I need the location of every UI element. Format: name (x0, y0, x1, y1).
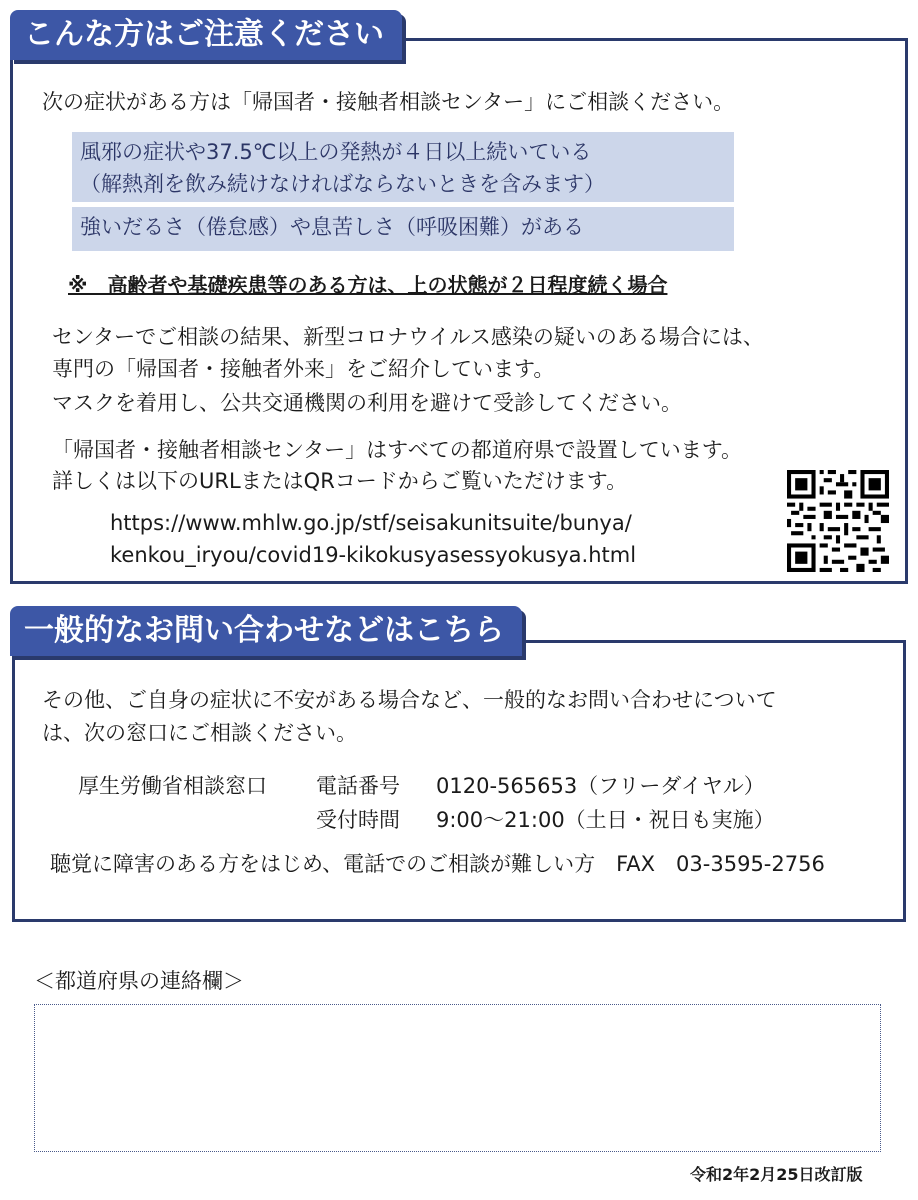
elderly-note: ※ 高齢者や基礎疾患等のある方は、上の状態が２日程度続く場合 (68, 273, 668, 297)
symptoms-section-title: こんな方はご注意ください (10, 10, 402, 60)
consult-paragraph-line2: 専門の「帰国者・接触者外来」をご紹介しています。 (52, 357, 555, 381)
qr-code-icon[interactable] (787, 470, 889, 572)
contact-box[interactable] (34, 1004, 881, 1152)
inquiry-intro-line1: その他、ご自身の症状に不安がある場合など、一般的なお問い合わせについて (42, 688, 777, 712)
symptom-fatigue-text: 強いだるさ（倦怠感）や息苦しさ（呼吸困難）がある (80, 215, 584, 239)
consult-paragraph-line3: マスクを着用し、公共交通機関の利用を避けて受診してください。 (52, 391, 682, 415)
symptom-fever (72, 132, 734, 202)
inquiry-section-title: 一般的なお問い合わせなどはこちら (10, 606, 522, 656)
url-line1[interactable]: https://www.mhlw.go.jp/stf/seisakunitsuite/bunya/ (110, 511, 632, 535)
phone-label: 電話番号 (316, 774, 400, 798)
phone-value: 0120-565653（フリーダイヤル） (436, 774, 765, 798)
office-name: 厚生労働省相談窓口 (78, 774, 267, 798)
symptoms-section (10, 38, 908, 584)
hours-value: 9:00〜21:00（土日・祝日も実施） (436, 808, 775, 832)
contact-label: ＜都道府県の連絡欄＞ (34, 969, 244, 993)
hours-label: 受付時間 (316, 808, 400, 832)
revision-date: 令和2年2月25日改訂版 (690, 1165, 863, 1184)
consult-paragraph-line1: センターでご相談の結果、新型コロナウイルス感染の疑いのある場合には、 (52, 325, 764, 349)
symptoms-intro: 次の症状がある方は「帰国者・接触者相談センター」にご相談ください。 (42, 90, 735, 114)
inquiry-intro-line2: は、次の窓口にご相談ください。 (42, 721, 357, 745)
info-line1: 「帰国者・接触者相談センター」はすべての都道府県で設置しています。 (52, 438, 743, 462)
info-line2: 詳しくは以下のURLまたはQRコードからご覧いただけます。 (52, 469, 628, 493)
symptom-fever-line2: （解熱剤を飲み続けなければならないときを含みます） (80, 172, 605, 196)
symptom-fever-line1: 風邪の症状や37.5℃以上の発熱が４日以上続いている (80, 140, 592, 164)
fax-line: 聴覚に障害のある方をはじめ、電話でのご相談が難しい方 FAX 03-3595-2756 (50, 852, 825, 876)
symptom-fatigue (72, 207, 734, 251)
url-line2[interactable]: kenkou_iryou/covid19-kikokusyasessyokusya.html (110, 543, 637, 567)
